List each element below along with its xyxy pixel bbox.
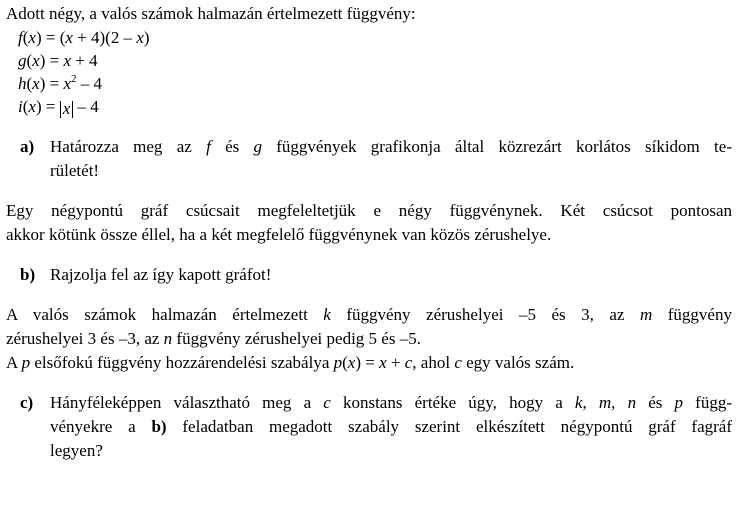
task-b-text: Rajzolja fel az így kapott gráfot! — [50, 265, 272, 284]
function-i: i(x) = x – 4 — [18, 97, 99, 118]
task-c-line-3: legyen? — [50, 441, 103, 460]
task-c-label: c) — [20, 393, 34, 412]
graph-paragraph-line-2: akkor kötünk össze éllel, ha a két megfelelő függvénynek van közös zérushelye. — [6, 225, 552, 244]
task-a-label: a) — [20, 137, 35, 156]
task-a-line-2: rületét! — [50, 161, 100, 180]
function-h: $h(x) = x^2 - 4$ — [18, 73, 103, 93]
function-i-name: i — [18, 97, 23, 116]
task-c-line-2: vényekre a b) feladatban megadott szabály szerint elkészített négypontú gráf fagráf — [50, 417, 733, 436]
function-g: g(x) = x + 4 — [18, 51, 98, 70]
task-b — [20, 263, 732, 287]
task-c-line-1: Hányféleképpen választható meg a c konstans értéke úgy, hogy a k, m, n és p függ- — [50, 393, 733, 412]
task-a — [20, 135, 732, 183]
graph-paragraph — [6, 199, 732, 247]
function-h-name: h — [18, 74, 27, 93]
function-i-expr: x – 4 — [60, 97, 99, 116]
function-g-expr: x + 4 — [63, 51, 98, 70]
function-h-expr: $x^2 - 4$ — [63, 73, 103, 93]
function-f-expr: (x + 4)(2 – x) — [59, 28, 150, 47]
function-g-name: g — [18, 51, 27, 70]
kmnp-paragraph-line-2: zérushelyei 3 és –3, az n függvény zérushelyei pedig 5 és –5. — [6, 329, 421, 348]
intro-text: Adott négy, a valós számok halmazán értelmezett függvény: — [6, 4, 416, 23]
absolute-value-bars: x — [60, 101, 74, 118]
graph-paragraph-line-1: Egy négypontú gráf csúcsait megfeleltetjük e négy függvénynek. Két csúcsot pontosan — [6, 201, 732, 220]
function-f: f(x) = (x + 4)(2 – x) — [18, 28, 150, 47]
task-a-line-1: Határozza meg az f és g függvények grafikonja által közrezárt korlátos síkidom te- — [50, 137, 732, 156]
task-a-text — [50, 135, 732, 183]
task-c-text — [50, 391, 732, 463]
task-c — [20, 391, 732, 463]
kmnp-paragraph-line-3: A p elsőfokú függvény hozzárendelési szabálya p(x) = x + c, ahol c egy valós szám. — [6, 353, 575, 372]
kmnp-paragraph — [6, 303, 732, 375]
kmnp-paragraph-line-1: A valós számok halmazán értelmezett k függvény zérushelyei –5 és 3, az m függvény — [6, 305, 732, 324]
function-f-name: f — [18, 28, 23, 47]
function-list — [6, 26, 732, 118]
task-b-label: b) — [20, 265, 36, 284]
